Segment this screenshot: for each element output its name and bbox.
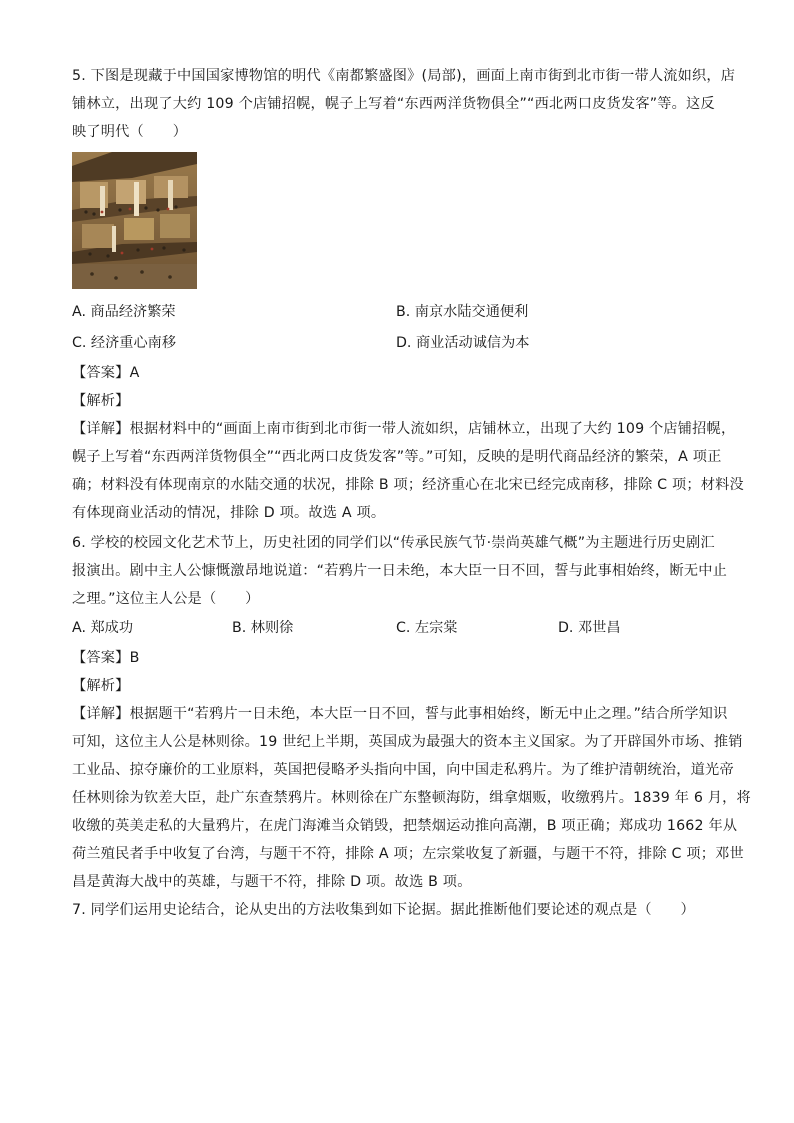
q6-detail-line-7: 昌是黄海大战中的英雄，与题干不符，排除 D 项。故选 B 项。 <box>72 874 472 890</box>
q6-detail-line-5: 收缴的英美走私的大量鸦片，在虎门海滩当众销毁，把禁烟运动推向高潮，B 项正确；郑成功 1662 年从 <box>72 818 738 834</box>
q6-options-row <box>72 613 724 644</box>
q5-option-c[interactable]: C. 经济重心南移 <box>72 335 177 351</box>
q5-analysis-tag: 【解析】 <box>72 393 130 409</box>
q7-stem-line-1: 7. 同学们运用史论结合，论从史出的方法收集到如下论据。据此推断他们要论述的观点是（ ） <box>72 902 695 918</box>
q5-stem-line-1: 5. 下图是现藏于中国国家博物馆的明代《南都繁盛图》(局部)，画面上南市街到北市街一带人流如织，店 <box>72 68 736 84</box>
question-5 <box>72 62 744 527</box>
q5-detail-line-1 <box>72 415 736 443</box>
q6-option-a[interactable]: A. 郑成功 <box>72 620 134 636</box>
q6-detail-tag: 【详解】 <box>72 706 130 722</box>
q6-option-b[interactable]: B. 林则徐 <box>232 620 294 636</box>
q6-detail-line-3: 工业品、掠夺廉价的工业原料，英国把侵略矛头指向中国，向中国走私鸦片。为了维护清朝统治，道光帝 <box>72 762 734 778</box>
q6-detail-line-1 <box>72 700 728 728</box>
q6-detail-line-2: 可知，这位主人公是林则徐。19 世纪上半期，英国成为最强大的资本主义国家。为了开辟国外市场、推销 <box>72 734 743 750</box>
q5-options-row-2 <box>72 328 724 359</box>
q6-detail-text-1: 根据题干“若鸦片一日未绝，本大臣一日不回，誓与此事相始终，断无中止之理。”结合所学知识 <box>129 706 728 722</box>
q5-detail-tag: 【详解】 <box>72 421 130 437</box>
q5-answer <box>72 359 724 387</box>
q6-analysis-tag: 【解析】 <box>72 678 130 694</box>
question-7 <box>72 896 724 924</box>
q5-detail-line-4: 有体现商业活动的情况，排除 D 项。故选 A 项。 <box>72 505 386 521</box>
q6-answer-tag: 【答案】 <box>72 650 130 666</box>
q5-options-row-1 <box>72 297 724 328</box>
q6-option-c[interactable]: C. 左宗棠 <box>396 620 458 636</box>
q5-detail-line-3: 确；材料没有体现南京的水陆交通的状况，排除 B 项；经济重心在北宋已经完成南移，排除 C 项；材料没 <box>72 477 744 493</box>
q6-detail-line-6: 荷兰殖民者手中收复了台湾，与题干不符，排除 A 项；左宗棠收复了新疆，与题干不符，排除 C 项；邓世 <box>72 846 744 862</box>
q5-answer-value: A <box>129 365 140 381</box>
q5-stem-line-2: 铺林立，出现了大约 109 个店铺招幌，幌子上写着“东西两洋货物俱全”“西北两口皮货发客”等。这反 <box>72 96 715 112</box>
q6-stem-line-1: 6. 学校的校园文化艺术节上，历史社团的同学们以“传承民族气节·崇尚英雄气概”为主题进行历史剧汇 <box>72 535 715 551</box>
nandu-fanshengtu-image <box>72 152 197 289</box>
q5-detail-line-2: 幌子上写着“东西两洋货物俱全”“西北两口皮货发客”等。”可知，反映的是明代商品经济的繁荣，A 项正 <box>72 449 722 465</box>
q5-stem-line-3: 映了明代（ ） <box>72 124 188 140</box>
q6-stem-line-2: 报演出。剧中主人公慷慨激昂地说道：“若鸦片一日未绝，本大臣一日不回，誓与此事相始终，断无中止 <box>72 563 727 579</box>
q6-option-d[interactable]: D. 邓世昌 <box>558 620 621 636</box>
q6-answer-value: B <box>129 650 140 666</box>
q6-detail-line-4: 任林则徐为钦差大臣，赴广东查禁鸦片。林则徐在广东整顿海防，缉拿烟贩，收缴鸦片。1839 年 6 月，将 <box>72 790 751 806</box>
q6-stem-line-3: 之理。”这位主人公是（ ） <box>72 591 260 607</box>
q5-option-d[interactable]: D. 商业活动诚信为本 <box>396 335 530 351</box>
q6-answer <box>72 644 724 672</box>
q5-option-b[interactable]: B. 南京水陆交通便利 <box>396 304 529 320</box>
q5-answer-tag: 【答案】 <box>72 365 130 381</box>
question-6 <box>72 529 751 896</box>
q5-option-a[interactable]: A. 商品经济繁荣 <box>72 304 176 320</box>
q5-detail-text-1: 根据材料中的“画面上南市街到北市街一带人流如织，店铺林立，出现了大约 109 个店铺招幌， <box>129 421 736 437</box>
document-page <box>72 62 751 924</box>
